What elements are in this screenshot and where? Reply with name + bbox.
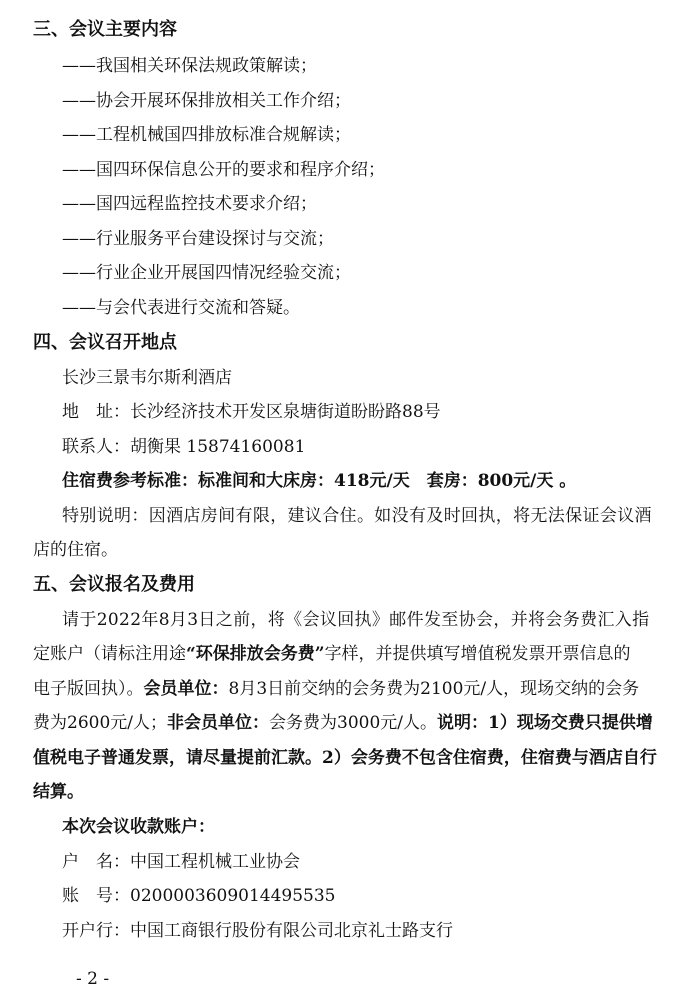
list-item: ——我国相关环保法规政策解读； <box>62 56 317 76</box>
account-number-value: 0200003609014495535 <box>130 886 336 906</box>
list-item: ——国四远程监控技术要求介绍； <box>62 194 317 214</box>
list-item: ——与会代表进行交流和答疑。 <box>62 298 300 318</box>
contact-label: 联系人： <box>62 437 130 457</box>
bank-value: 中国工商银行股份有限公司北京礼士路支行 <box>130 921 453 941</box>
member-fee-text: 8月3日前交纳的会务费为2100元/人，现场交纳的会务 <box>228 679 640 699</box>
page-number: - 2 - <box>76 969 110 989</box>
account-name-line <box>62 851 300 873</box>
list-item: ——工程机械国四排放标准合规解读； <box>62 125 351 145</box>
list-item: ——国四环保信息公开的要求和程序介绍； <box>62 160 385 180</box>
payment-purpose: “环保排放会务费” <box>186 644 325 664</box>
non-member-fee-text: 会务费为3000元/人。 <box>269 713 437 733</box>
onsite-fee-text: 费为2600元/人； <box>33 713 167 733</box>
registration-line2 <box>33 643 631 665</box>
lodging-fee-line: 住宿费参考标准：标准间和大床房：418元/天 套房：800元/天 。 <box>62 471 577 491</box>
registration-line5: 值税电子普通发票，请尽量提前汇款。2）会务费不包含住宿费，住宿费与酒店自行 <box>33 748 657 768</box>
note-label: 说明：1）现场交费只提供增 <box>437 713 653 733</box>
bank-label: 开户行： <box>62 921 130 941</box>
special-note-line2: 店的住宿。 <box>33 540 118 560</box>
contact-line <box>62 436 305 458</box>
address-label: 地 址： <box>62 402 130 422</box>
section4-heading: 四、会议召开地点 <box>33 332 177 353</box>
account-heading: 本次会议收款账户： <box>62 817 215 837</box>
section3-heading: 三、会议主要内容 <box>33 19 177 40</box>
account-name-value: 中国工程机械工业协会 <box>130 852 300 872</box>
non-member-label: 非会员单位： <box>167 713 269 733</box>
registration-line6: 结算。 <box>33 782 84 802</box>
list-item: ——协会开展环保排放相关工作介绍； <box>62 91 351 111</box>
member-label: 会员单位： <box>143 679 229 699</box>
hotel-name: 长沙三景韦尔斯利酒店 <box>62 368 232 388</box>
registration-line1: 请于2022年8月3日之前，将《会议回执》邮件发至协会，并将会务费汇入指 <box>62 610 650 630</box>
account-name-label: 户 名： <box>62 852 130 872</box>
address-value: 长沙经济技术开发区泉塘街道盼盼路88号 <box>130 402 441 422</box>
list-item: ——行业企业开展国四情况经验交流； <box>62 263 351 283</box>
contact-value: 胡衡果 15874160081 <box>130 437 306 457</box>
list-item: ——行业服务平台建设探讨与交流； <box>62 229 334 249</box>
account-number-label: 账 号： <box>62 886 130 906</box>
account-number-line <box>62 885 336 907</box>
hotel-address <box>62 401 441 423</box>
special-note-line1: 特别说明：因酒店房间有限，建议合住。如没有及时回执，将无法保证会议酒 <box>62 506 652 526</box>
registration-text: 定账户（请标注用途 <box>33 644 186 664</box>
bank-line <box>62 920 453 942</box>
registration-line4 <box>33 712 653 734</box>
registration-text: 电子版回执）。 <box>33 679 144 699</box>
registration-text: 字样，并提供填写增值税发票开票信息的 <box>324 644 631 664</box>
registration-line3 <box>33 678 639 700</box>
section5-heading: 五、会议报名及费用 <box>33 574 195 595</box>
